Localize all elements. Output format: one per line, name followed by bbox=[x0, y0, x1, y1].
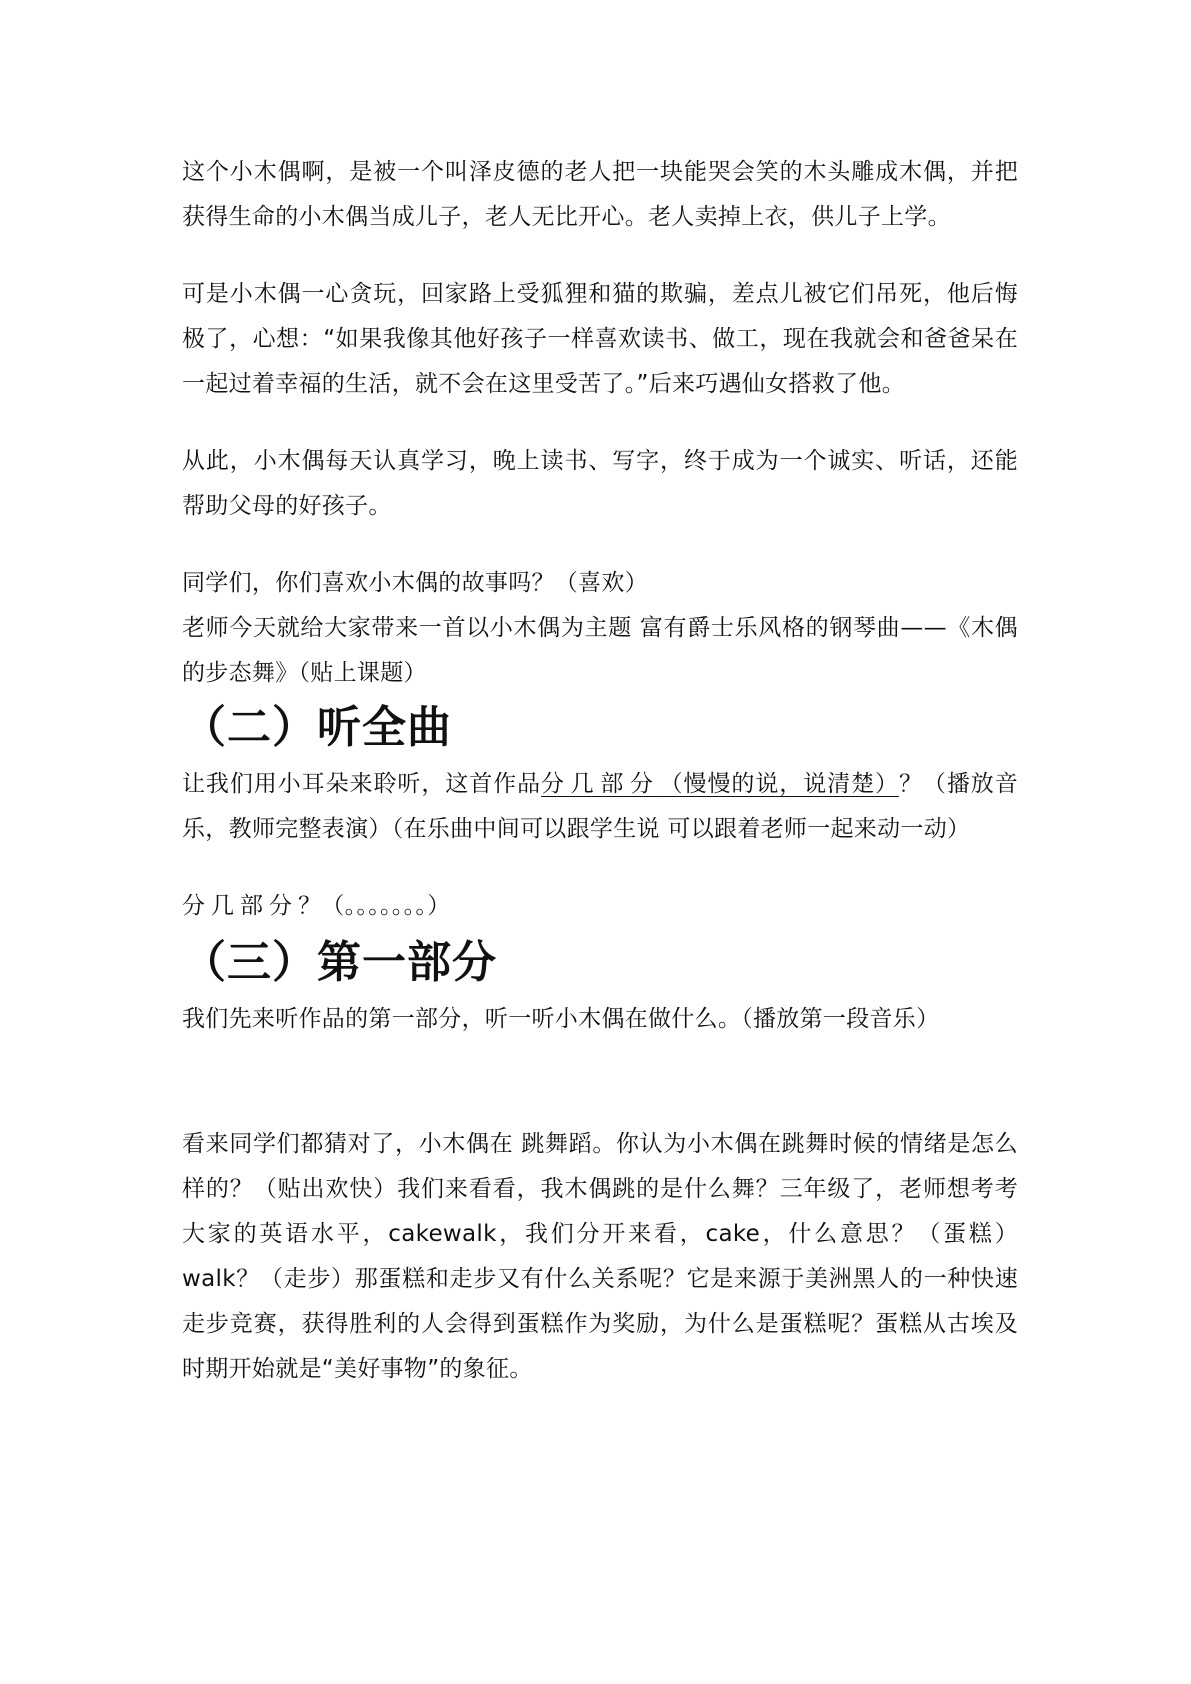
section2-p1-post: ？（播放音乐，教师完整表演）（在乐曲中间可以跟学生说 可以跟着老师一起来动一动） bbox=[182, 771, 1019, 842]
section-heading-listen-full: （二）听全曲 bbox=[182, 702, 452, 753]
section2-p1-underlined-spaced: 分几部分 bbox=[541, 771, 660, 797]
section2-p1-underlined: （慢慢的说，说清楚） bbox=[659, 771, 899, 797]
section2-p1-pre: 让我们用小耳朵来聆听，这首作品 bbox=[182, 771, 542, 797]
section2-p2-rest: ？（。。。。。。。） bbox=[298, 893, 451, 919]
intro-paragraph-3: 从此，小木偶每天认真学习，晚上读书、写字，终于成为一个诚实、听话，还能帮助父母的好孩子。 bbox=[182, 448, 1018, 519]
section2-p2-spaced: 分几部分 bbox=[182, 893, 298, 919]
section2-paragraph-2 bbox=[182, 884, 1018, 929]
intro-paragraph-1: 这个小木偶啊，是被一个叫泽皮德的老人把一块能哭会笑的木头雕成木偶，并把获得生命的小木偶当成儿子，老人无比开心。老人卖掉上衣，供儿子上学。 bbox=[182, 159, 1018, 230]
intro-paragraph-5: 老师今天就给大家带来一首以小木偶为主题 富有爵士乐风格的钢琴曲——《木偶的步态舞》（贴上课题） bbox=[182, 615, 1018, 686]
document-page bbox=[182, 150, 1018, 1392]
section2-paragraph-1 bbox=[182, 762, 1018, 852]
section3-paragraph-1: 我们先来听作品的第一部分，听一听小木偶在做什么。（播放第一段音乐） bbox=[182, 1006, 940, 1032]
intro-paragraph-4: 同学们，你们喜欢小木偶的故事吗？（喜欢） bbox=[182, 570, 648, 596]
section-heading-part-one: （三）第一部分 bbox=[182, 937, 497, 988]
section3-paragraph-2: 看来同学们都猜对了，小木偶在 跳舞蹈。你认为小木偶在跳舞时候的情绪是怎么样的？（贴出欢快）我们来看看，我木偶跳的是什么舞？三年级了，老师想考考大家的英语水平，cakewalk，我们分开来看，cake，什么意思？（蛋糕）walk？（走步）那蛋糕和走步又有什么关系呢？它是来源于美洲黑人的一种快速走步竞赛，获得胜利的人会得到蛋糕作为奖励，为什么是蛋糕呢？蛋糕从古埃及时期开始就是“美好事物”的象征。 bbox=[182, 1131, 1018, 1382]
intro-paragraph-2: 可是小木偶一心贪玩，回家路上受狐狸和猫的欺骗，差点儿被它们吊死，他后悔极了，心想：“如果我像其他好孩子一样喜欢读书、做工，现在我就会和爸爸呆在一起过着幸福的生活，就不会在这里受苦了。”后来巧遇仙女搭救了他。 bbox=[182, 281, 1018, 397]
